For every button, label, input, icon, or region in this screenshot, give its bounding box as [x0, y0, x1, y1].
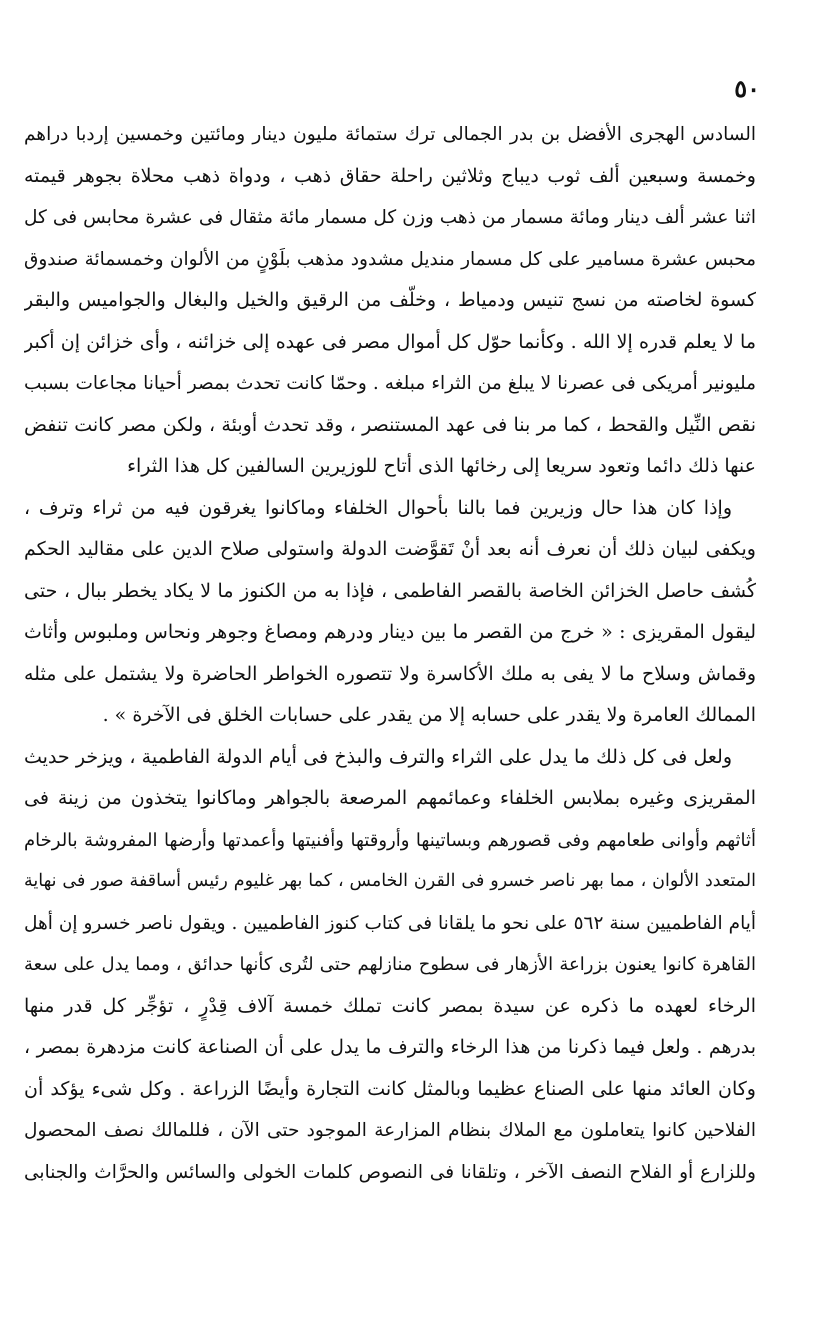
text-line: مليونير أمريكى فى عصرنا لا يبلغ من الثراء مبلغه . وحمّا كانت تحدث بمصر أحيانا مجاعات بسبب — [24, 373, 756, 394]
text-line: وكان العائد منها على الصناع عظيما وبالمثل كانت التجارة وأيضًا الزراعة . وكل شىء يؤكد أن — [24, 1077, 756, 1100]
text-line: محبس عشرة مسامير على كل مسمار منديل مشدود مذهب بلَوْنٍ من الألوان وخمسمائة صندوق — [24, 248, 756, 270]
text-line: ليقول المقريزى : « خرج من القصر ما بين دينار ودرهم ومصاغ وجوهر ونحاس وملبوس وأثاث — [24, 621, 756, 643]
text-line: الفلاحين كانوا يتعاملون مع الملاك بنظام المزارعة الموجود حتى الآن ، فللمالك نصف المحصول — [24, 1120, 756, 1141]
text-line: وإذا كان هذا حال وزيرين فما بالنا بأحوال الخلفاء وماكانوا يغرقون فيه من ثراء وترف ، — [24, 496, 732, 519]
text-line: ولعل فى كل ذلك ما يدل على الثراء والترف والبذخ فى أيام الدولة الفاطمية ، ويزخر حديث — [24, 745, 732, 768]
text-line: المقريزى وغيره بملابس الخلفاء وعمائمهم المرصعة بالجواهر وماكانوا يتخذون من زينة فى — [24, 787, 756, 809]
text-line: ما لا يعلم قدره إلا الله . وكأنما حوّل كل أموال مصر فى عهده إلى خزائنه ، وأى خزائن إن أكبر — [24, 330, 756, 353]
page-number: ٥٠ — [734, 74, 760, 103]
text-line: السادس الهجرى الأفضل بن بدر الجمالى ترك ستمائة مليون دينار ومائتين وخمسين إردبا دراهم — [24, 124, 756, 145]
text-line: وخمسة وسبعين ألف ثوب ديباج وثلاثين راحلة حقاق ذهب ، ودواة ذهب محلاة بجوهر قيمته — [24, 164, 756, 187]
body-text — [24, 114, 756, 1193]
text-line: أثاثهم وأوانى طعامهم وفى قصورهم وبساتينها وأروقتها وأفنيتها وأعمدتها وأرضها المفروشة بالرخام — [24, 829, 756, 851]
text-line: أيام الفاطميين سنة ٥٦٢ على نحو ما يلقانا فى كتاب كنوز الفاطميين . ويقول ناصر خسرو إن أهل — [24, 912, 756, 934]
text-line: وقماش وسلاح ما لا يفى به ملك الأكاسرة ولا تتصوره الخواطر الحاضرة ولا يشتمل على مثله — [24, 662, 756, 685]
text-line: بدرهم . ولعل فيما ذكرنا من هذا الرخاء والترف ما يدل على أن الصناعة كانت مزدهرة بمصر ، — [24, 1036, 756, 1058]
text-line: الممالك العامرة ولا يقدر على حسابه إلا من يقدر على حسابات الخلق فى الآخرة » . — [102, 704, 756, 726]
text-line: ويكفى لبيان ذلك أن نعرف أنه بعد أنْ تَقوَّضت الدولة واستولى صلاح الدين على مقاليد الحكم — [24, 538, 756, 560]
text-line: كسوة لخاصته من نسج تنيس ودمياط ، وخلّف من الرقيق والخيل والبغال والجواميس والبقر — [24, 289, 756, 311]
text-line: الرخاء لعهده ما ذكره عن سيدة بمصر كانت تملك خمسة آلاف قِدْرٍ ، تؤجِّر كل قدر منها — [24, 994, 756, 1017]
text-line: نقص النِّيل والقحط ، كما مر بنا فى عهد المستنصر ، وقد تحدث أوبئة ، ولكن مصر كانت تنفض — [24, 413, 756, 436]
text-line: القاهرة كانوا يعنون بزراعة الأزهار فى سطوح منازلهم حتى لتُرى كأنها حدائق ، ومما يدل على سعة — [24, 954, 756, 975]
text-line: عنها ذلك دائما وتعود سريعا إلى رخائها الذى أتاح للوزيرين السالفين كل هذا الثراء — [127, 455, 756, 477]
text-line: وللزارع أو الفلاح النصف الآخر ، وتلقانا فى النصوص كلمات الخولى والسائس والحرَّاث والجنابى — [24, 1161, 756, 1183]
text-line: المتعدد الألوان ، مما بهر ناصر خسرو فى القرن الخامس ، كما بهر غليوم رئيس أساقفة صور فى نهاية — [24, 871, 756, 891]
text-line: كُشف حاصل الخزائن الخاصة بالقصر الفاطمى ، فإذا به من الكنوز ما لا يكاد يخطر ببال ، حتى — [24, 579, 756, 602]
text-line: اثنا عشر ألف دينار ومائة مسمار من ذهب وزن كل مسمار مائة مثقال فى عشرة محابس فى كل — [24, 207, 756, 228]
